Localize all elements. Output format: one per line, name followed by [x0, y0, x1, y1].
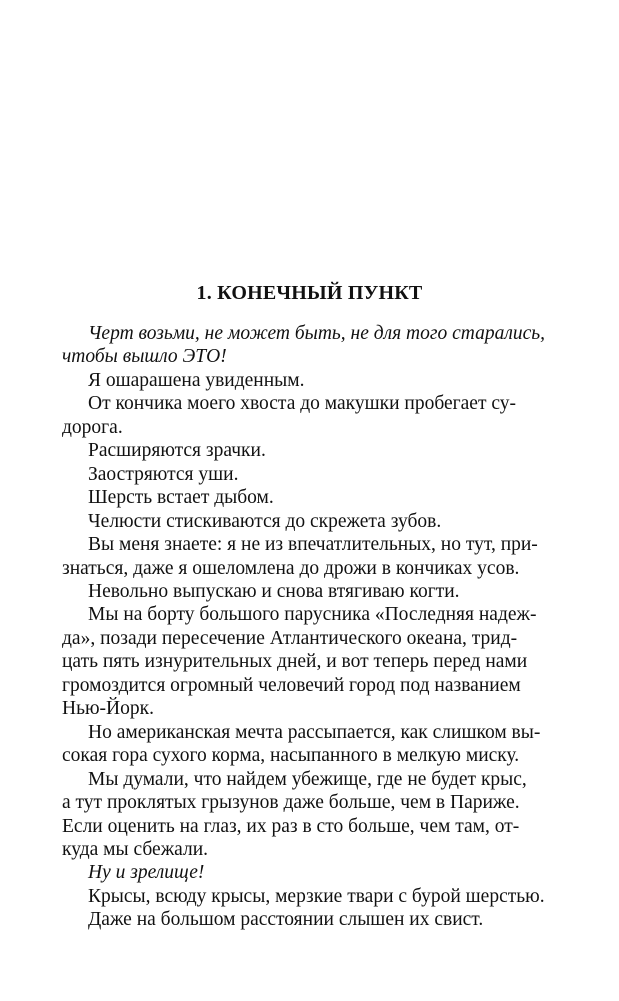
paragraph-line: куда мы сбежали. [62, 838, 209, 860]
paragraph-line: Если оценить на глаз, их раз в сто больше, чем там, от- [62, 815, 520, 837]
paragraph-line: Ну и зрелище! [88, 862, 205, 884]
paragraph-line: Мы думали, что найдем убежище, где не будет крыс, [88, 768, 527, 790]
paragraph [62, 486, 514, 509]
paragraph [62, 392, 514, 439]
paragraph-line: Расширяются зрачки. [88, 440, 266, 462]
paragraph [62, 463, 514, 486]
paragraph-line: Черт возьми, не может быть, не для того старались, [88, 323, 545, 344]
paragraph [62, 533, 538, 580]
paragraph-line: Я ошарашена увиденным. [88, 369, 305, 391]
chapter-title: 1. КОНЕЧНЫЙ ПУНКТ [196, 282, 423, 304]
paragraph [62, 861, 514, 884]
paragraph-line: громоздится огромный человечий город под названием [62, 674, 521, 696]
chapter-body [62, 322, 545, 932]
paragraph [62, 322, 545, 369]
paragraph [62, 603, 537, 720]
paragraph [62, 439, 514, 462]
paragraph [62, 768, 527, 862]
paragraph-line: дорога. [62, 416, 123, 438]
paragraph-line: Шерсть встает дыбом. [88, 487, 274, 509]
paragraph-line: Крысы, всюду крысы, мерзкие твари с бурой шерстью. [88, 885, 545, 907]
paragraph [62, 369, 514, 392]
paragraph [62, 510, 514, 533]
paragraph-line: Вы меня знаете: я не из впечатлительных, но тут, при- [88, 534, 538, 556]
paragraph-line: Невольно выпускаю и снова втягиваю когти. [88, 580, 460, 602]
paragraph-line: Даже на большом расстоянии слышен их свист. [88, 909, 484, 931]
paragraph [62, 885, 545, 908]
paragraph-line: знаться, даже я ошеломлена до дрожи в кончиках усов. [62, 557, 520, 579]
paragraph [62, 908, 514, 931]
paragraph-line: Заостряются уши. [88, 463, 239, 485]
paragraph-line: да», позади пересечение Атлантического океана, трид- [62, 627, 518, 649]
paragraph-line: Челюсти стискиваются до скрежета зубов. [88, 510, 442, 532]
paragraph [62, 580, 514, 603]
paragraph-line: Но американская мечта рассыпается, как слишком вы- [88, 721, 541, 743]
paragraph-line: цать пять изнурительных дней, и вот теперь перед нами [62, 651, 528, 673]
paragraph [62, 721, 541, 768]
paragraph-line: Нью-Йорк. [62, 698, 154, 720]
paragraph-line: Мы на борту большого парусника «Последняя надеж- [88, 604, 537, 626]
paragraph-line: чтобы вышло ЭТО! [62, 346, 227, 368]
paragraph-line: а тут проклятых грызунов даже больше, чем в Париже. [62, 792, 520, 814]
paragraph-line: сокая гора сухого корма, насыпанного в мелкую миску. [62, 745, 520, 767]
paragraph-line: От кончика моего хвоста до макушки пробегает су- [88, 393, 516, 415]
